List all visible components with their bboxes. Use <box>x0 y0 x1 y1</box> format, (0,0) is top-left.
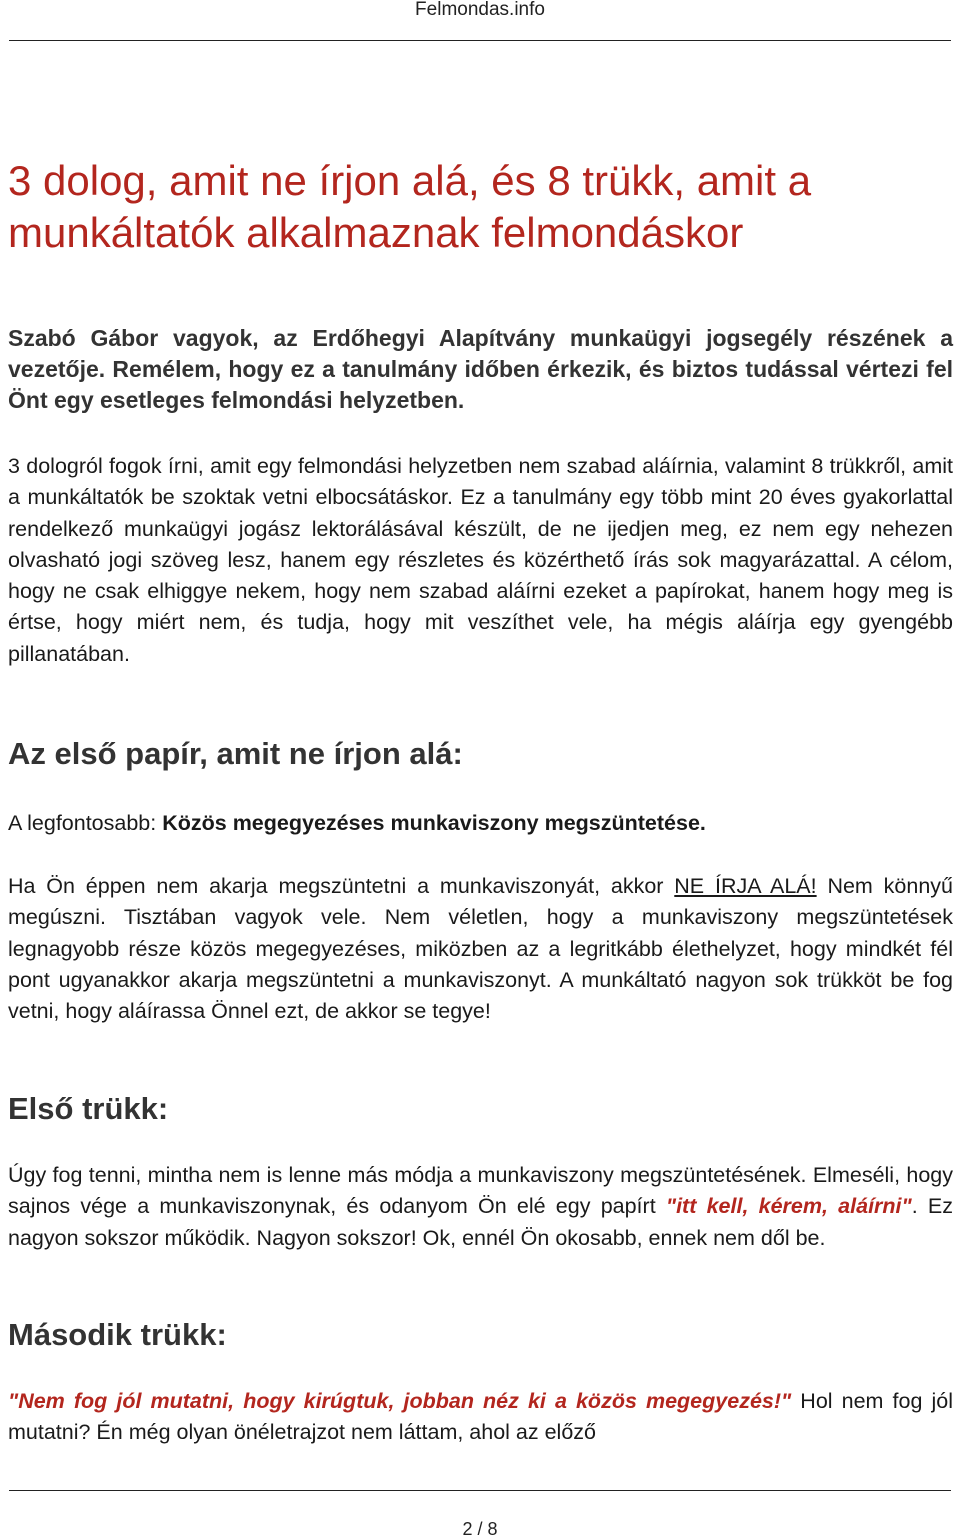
intro-paragraph: Szabó Gábor vagyok, az Erdőhegyi Alapítvány munkaügyi jogsegély részének a vezetője. Remélem, hogy ez a tanulmány időben érkezik, és biztos tudással vértezi fel Önt egy esetleges felmondási helyzetben. <box>8 325 953 413</box>
do-not-sign-emphasis: NE ÍRJA ALÁ! <box>674 874 817 898</box>
trick2-heading: Második trükk: <box>8 1317 227 1352</box>
trick1-heading: Első trükk: <box>8 1091 169 1126</box>
trick2-text-after: Hol nem fog jól mutatni? Én még olyan önéletrajzot nem láttam, ahol az előző <box>8 1389 953 1445</box>
page-number: 2 / 8 <box>462 1519 498 1539</box>
trick1-text-before: Úgy fog tenni, mintha nem is lenne más módja a munkaviszony megszüntetésének. Elmeséli, hogy sajnos vége a munkaviszonynak, és odanyom Ön elé egy papírt <box>8 1163 953 1219</box>
trick2-paragraph <box>8 1386 953 1449</box>
lead-bold: Közös megegyezéses munkaviszony megszüntetése. <box>162 811 706 835</box>
header-divider <box>9 40 951 41</box>
trick1-text-after: . Ez nagyon sokszor működik. Nagyon sokszor! Ok, ennél Ön okosabb, ennek nem dől be. <box>8 1194 953 1250</box>
trick2-quote: "Nem fog jól mutatni, hogy kirúgtuk, jobban néz ki a közös megegyezés!" <box>8 1389 792 1413</box>
lead-prefix: A legfontosabb: <box>8 811 163 835</box>
first-paper-paragraph <box>8 871 953 1027</box>
section-heading-first-paper: Az első papír, amit ne írjon alá: <box>8 736 463 771</box>
trick1-quote: "itt kell, kérem, aláírni" <box>665 1194 912 1219</box>
trick1-paragraph <box>8 1160 953 1254</box>
most-important-line <box>8 808 953 839</box>
first-paper-text-before: Ha Ön éppen nem akarja megszüntetni a munkaviszonyát, akkor <box>8 874 675 898</box>
intro-body-paragraph: 3 dologról fogok írni, amit egy felmondási helyzetben nem szabad aláírnia, valamint 8 trükkről, amit a munkáltatók be szoktak vetni elbocsátáskor. Ez a tanulmány egy több mint 20 éves gyakorlattal rendelkező munkaügyi jogász lektorálásával készült, de ne ijedjen meg, ez nem egy nehezen olvasható jogi szöveg lesz, hanem egy részletes és közérthető írás sok magyarázattal. A célom, hogy ne csak elhiggye nekem, hogy nem szabad aláírni ezeket a papírokat, hanem hogy meg is értse, hogy miért nem, és tudja, hogy mit veszíthet vele, ha mégis aláírja egy gyengébb pillanatában. <box>8 454 953 666</box>
first-paper-text-after: Nem könnyű megúszni. Tisztában vagyok vele. Nem véletlen, hogy a munkaviszony megszüntetések legnagyobb része közös megegyezéses, miközben az a legritkább élethelyzet, hogy mindkét fél pont ugyanakkor akarja megszüntetni a munkaviszonyt. A munkáltató nagyon sok trükköt be fog vetni, hogy aláírassa Önnel ezt, de akkor se tegye! <box>8 874 953 1024</box>
footer-divider <box>9 1490 951 1491</box>
document-title: 3 dolog, amit ne írjon alá, és 8 trükk, amit a munkáltatók alkalmaznak felmondáskor <box>8 157 812 256</box>
site-header: Felmondas.info <box>415 0 545 20</box>
